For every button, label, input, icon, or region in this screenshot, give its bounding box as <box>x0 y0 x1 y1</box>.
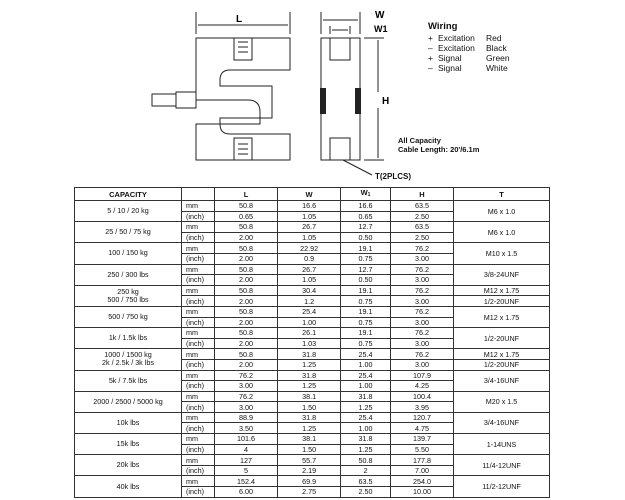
unit-cell: (inch) <box>182 232 215 243</box>
capacity-cell: 250 kg 500 / 750 lbs <box>75 285 182 306</box>
unit-cell: mm <box>182 328 215 339</box>
unit-cell: mm <box>182 243 215 254</box>
cable <box>152 94 176 106</box>
value-cell: 55.7 <box>278 455 341 466</box>
value-cell: 16.6 <box>278 201 341 212</box>
table-header-row <box>75 188 550 201</box>
table-row <box>75 264 550 275</box>
unit-cell: mm <box>182 370 215 381</box>
wiring-row: – Signal White <box>428 63 508 73</box>
header-l: L <box>215 188 278 201</box>
thread-cell: 1/2-20UNF <box>454 359 550 370</box>
value-cell: 31.8 <box>278 370 341 381</box>
table-row <box>75 476 550 487</box>
unit-cell: mm <box>182 201 215 212</box>
capacity-cell: 10k lbs <box>75 412 182 433</box>
value-cell: 1.2 <box>278 296 341 307</box>
dim-w-label: W <box>375 10 385 21</box>
value-cell: 1.25 <box>341 402 391 413</box>
thread-cell: 1-14UNS <box>454 434 550 455</box>
value-cell: 0.65 <box>341 211 391 222</box>
value-cell: 127 <box>215 455 278 466</box>
thread-cell: M6 x 1.0 <box>454 222 550 243</box>
unit-cell: mm <box>182 412 215 423</box>
value-cell: 1.00 <box>341 423 391 434</box>
value-cell: 38.1 <box>278 391 341 402</box>
load-cell-drawing <box>0 0 625 185</box>
header-h: H <box>390 188 453 201</box>
technical-drawing <box>0 0 625 185</box>
thread-cell: 3/4-16UNF <box>454 370 550 391</box>
value-cell: 0.75 <box>341 317 391 328</box>
thread-cell: 1/2-20UNF <box>454 328 550 349</box>
value-cell: 120.7 <box>390 412 453 423</box>
unit-cell: (inch) <box>182 338 215 349</box>
value-cell: 1.25 <box>341 444 391 455</box>
unit-cell: mm <box>182 264 215 275</box>
table-row <box>75 349 550 360</box>
unit-cell: (inch) <box>182 487 215 498</box>
value-cell: 76.2 <box>390 306 453 317</box>
value-cell: 26.1 <box>278 328 341 339</box>
thread-cell: M12 x 1.75 <box>454 306 550 327</box>
value-cell: 3.00 <box>390 296 453 307</box>
value-cell: 0.50 <box>341 275 391 286</box>
unit-cell: (inch) <box>182 296 215 307</box>
capacity-cell: 5 / 10 / 20 kg <box>75 201 182 222</box>
value-cell: 2.50 <box>341 487 391 498</box>
value-cell: 76.2 <box>390 349 453 360</box>
table-row <box>75 455 550 466</box>
wiring-legend <box>428 22 510 73</box>
thread-cell: M20 x 1.5 <box>454 391 550 412</box>
value-cell: 3.00 <box>215 381 278 392</box>
value-cell: 2.00 <box>215 317 278 328</box>
top-thread-hole <box>234 38 252 60</box>
value-cell: 19.1 <box>341 243 391 254</box>
unit-cell: (inch) <box>182 465 215 476</box>
value-cell: 177.8 <box>390 455 453 466</box>
value-cell: 76.2 <box>215 370 278 381</box>
unit-cell: (inch) <box>182 253 215 264</box>
thread-cell: M6 x 1.0 <box>454 201 550 222</box>
value-cell: 30.4 <box>278 285 341 296</box>
side-label-right <box>355 88 361 114</box>
value-cell: 101.6 <box>215 434 278 445</box>
value-cell: 12.7 <box>341 222 391 233</box>
value-cell: 76.2 <box>390 285 453 296</box>
value-cell: 31.8 <box>341 434 391 445</box>
cable-gland <box>176 92 196 108</box>
wiring-row: + Excitation Red <box>428 33 502 43</box>
value-cell: 63.5 <box>341 476 391 487</box>
value-cell: 152.4 <box>215 476 278 487</box>
value-cell: 2.50 <box>390 232 453 243</box>
value-cell: 3.00 <box>390 317 453 328</box>
table-row <box>75 434 550 445</box>
dim-h-label: H <box>382 96 390 107</box>
value-cell: 7.00 <box>390 465 453 476</box>
value-cell: 4 <box>215 444 278 455</box>
unit-cell: mm <box>182 391 215 402</box>
value-cell: 31.8 <box>278 349 341 360</box>
value-cell: 22.92 <box>278 243 341 254</box>
side-top-hole <box>330 38 350 60</box>
value-cell: 10.00 <box>390 487 453 498</box>
capacity-cell: 500 / 750 kg <box>75 306 182 327</box>
value-cell: 63.5 <box>390 222 453 233</box>
value-cell: 2.00 <box>215 232 278 243</box>
value-cell: 19.1 <box>341 306 391 317</box>
thread-label: T(2PLCS) <box>375 172 411 181</box>
cable-note: All Capacity Cable Length: 20'/6.1m <box>398 136 480 154</box>
unit-cell: (inch) <box>182 444 215 455</box>
value-cell: 2 <box>341 465 391 476</box>
value-cell: 50.8 <box>215 306 278 317</box>
value-cell: 3.00 <box>390 338 453 349</box>
value-cell: 1.25 <box>278 359 341 370</box>
value-cell: 1.05 <box>278 275 341 286</box>
value-cell: 1.00 <box>278 317 341 328</box>
value-cell: 107.9 <box>390 370 453 381</box>
dim-w1-label: W1 <box>374 24 388 34</box>
side-label-left <box>320 88 326 114</box>
table-row <box>75 285 550 296</box>
value-cell: 38.1 <box>278 434 341 445</box>
value-cell: 3.00 <box>390 275 453 286</box>
value-cell: 2.50 <box>390 211 453 222</box>
table-row <box>75 306 550 317</box>
unit-cell: (inch) <box>182 381 215 392</box>
unit-cell: mm <box>182 222 215 233</box>
value-cell: 4.25 <box>390 381 453 392</box>
value-cell: 1.00 <box>341 381 391 392</box>
thread-cell: M12 x 1.75 <box>454 285 550 296</box>
value-cell: 25.4 <box>341 349 391 360</box>
value-cell: 5 <box>215 465 278 476</box>
value-cell: 50.8 <box>215 264 278 275</box>
value-cell: 0.75 <box>341 338 391 349</box>
wiring-title: Wiring <box>428 21 458 32</box>
value-cell: 31.8 <box>278 412 341 423</box>
value-cell: 50.8 <box>215 328 278 339</box>
thread-cell: M10 x 1.5 <box>454 243 550 264</box>
unit-cell: (inch) <box>182 359 215 370</box>
capacity-cell: 5k / 7.5k lbs <box>75 370 182 391</box>
unit-cell: (inch) <box>182 402 215 413</box>
value-cell: 3.50 <box>215 423 278 434</box>
value-cell: 50.8 <box>215 349 278 360</box>
unit-cell: mm <box>182 455 215 466</box>
value-cell: 3.00 <box>390 253 453 264</box>
value-cell: 3.00 <box>390 359 453 370</box>
capacity-cell: 1k / 1.5k lbs <box>75 328 182 349</box>
value-cell: 4.75 <box>390 423 453 434</box>
unit-cell: mm <box>182 349 215 360</box>
thread-cell: 3/8-24UNF <box>454 264 550 285</box>
table-row <box>75 370 550 381</box>
capacity-cell: 1000 / 1500 kg 2k / 2.5k / 3k lbs <box>75 349 182 370</box>
value-cell: 2.00 <box>215 253 278 264</box>
wiring-row: + Signal Green <box>428 53 510 63</box>
value-cell: 254.0 <box>390 476 453 487</box>
thread-leader <box>343 160 372 175</box>
capacity-cell: 20k lbs <box>75 455 182 476</box>
thread-cell: 11/4-12UNF <box>454 455 550 476</box>
value-cell: 6.00 <box>215 487 278 498</box>
value-cell: 1.00 <box>341 359 391 370</box>
header-t: T <box>454 188 550 201</box>
value-cell: 0.50 <box>341 232 391 243</box>
unit-cell: (inch) <box>182 211 215 222</box>
unit-cell: mm <box>182 285 215 296</box>
value-cell: 2.75 <box>278 487 341 498</box>
header-w: W <box>278 188 341 201</box>
table-row <box>75 222 550 233</box>
capacity-cell: 100 / 150 kg <box>75 243 182 264</box>
value-cell: 25.4 <box>278 306 341 317</box>
value-cell: 63.5 <box>390 201 453 212</box>
value-cell: 3.00 <box>215 402 278 413</box>
capacity-cell: 25 / 50 / 75 kg <box>75 222 182 243</box>
value-cell: 76.2 <box>390 243 453 254</box>
value-cell: 139.7 <box>390 434 453 445</box>
dim-l-label: L <box>236 14 243 25</box>
value-cell: 76.2 <box>390 264 453 275</box>
capacity-cell: 15k lbs <box>75 434 182 455</box>
capacity-cell: 250 / 300 lbs <box>75 264 182 285</box>
dimensions-table <box>74 187 550 498</box>
value-cell: 19.1 <box>341 285 391 296</box>
value-cell: 76.2 <box>390 328 453 339</box>
value-cell: 50.8 <box>215 222 278 233</box>
value-cell: 16.6 <box>341 201 391 212</box>
value-cell: 1.25 <box>278 381 341 392</box>
value-cell: 3.95 <box>390 402 453 413</box>
unit-cell: (inch) <box>182 275 215 286</box>
value-cell: 5.50 <box>390 444 453 455</box>
unit-cell: (inch) <box>182 317 215 328</box>
value-cell: 1.05 <box>278 211 341 222</box>
value-cell: 1.50 <box>278 444 341 455</box>
table-row <box>75 391 550 402</box>
value-cell: 50.8 <box>215 201 278 212</box>
value-cell: 31.8 <box>341 391 391 402</box>
table-row <box>75 412 550 423</box>
unit-cell: mm <box>182 434 215 445</box>
value-cell: 100.4 <box>390 391 453 402</box>
thread-cell: M12 x 1.75 <box>454 349 550 360</box>
value-cell: 50.8 <box>215 285 278 296</box>
value-cell: 0.75 <box>341 253 391 264</box>
capacity-cell: 2000 / 2500 / 5000 kg <box>75 391 182 412</box>
unit-cell: mm <box>182 476 215 487</box>
value-cell: 12.7 <box>341 264 391 275</box>
value-cell: 1.05 <box>278 232 341 243</box>
side-bottom-hole <box>330 138 350 160</box>
value-cell: 0.65 <box>215 211 278 222</box>
unit-cell: (inch) <box>182 423 215 434</box>
s-body-outline <box>196 38 290 160</box>
header-capacity: CAPACITY <box>75 188 182 201</box>
side-body <box>321 38 360 160</box>
thread-cell: 11/2-12UNF <box>454 476 550 497</box>
value-cell: 2.00 <box>215 359 278 370</box>
value-cell: 0.75 <box>341 296 391 307</box>
capacity-cell: 40k lbs <box>75 476 182 497</box>
value-cell: 1.03 <box>278 338 341 349</box>
value-cell: 69.9 <box>278 476 341 487</box>
value-cell: 25.4 <box>341 412 391 423</box>
value-cell: 1.50 <box>278 402 341 413</box>
value-cell: 19.1 <box>341 328 391 339</box>
value-cell: 76.2 <box>215 391 278 402</box>
header-w1: $W_1$ <box>341 188 391 201</box>
value-cell: 2.00 <box>215 275 278 286</box>
value-cell: 2.00 <box>215 338 278 349</box>
thread-cell: 1/2-20UNF <box>454 296 550 307</box>
value-cell: 1.25 <box>278 423 341 434</box>
value-cell: 2.00 <box>215 296 278 307</box>
value-cell: 2.19 <box>278 465 341 476</box>
header-unit <box>182 188 215 201</box>
table-row <box>75 201 550 212</box>
value-cell: 0.9 <box>278 253 341 264</box>
value-cell: 50.8 <box>215 243 278 254</box>
unit-cell: mm <box>182 306 215 317</box>
table-row <box>75 243 550 254</box>
wiring-row: – Excitation Black <box>428 43 507 53</box>
table-row <box>75 328 550 339</box>
value-cell: 88.9 <box>215 412 278 423</box>
value-cell: 26.7 <box>278 222 341 233</box>
value-cell: 25.4 <box>341 370 391 381</box>
value-cell: 50.8 <box>341 455 391 466</box>
value-cell: 26.7 <box>278 264 341 275</box>
thread-cell: 3/4-16UNF <box>454 412 550 433</box>
